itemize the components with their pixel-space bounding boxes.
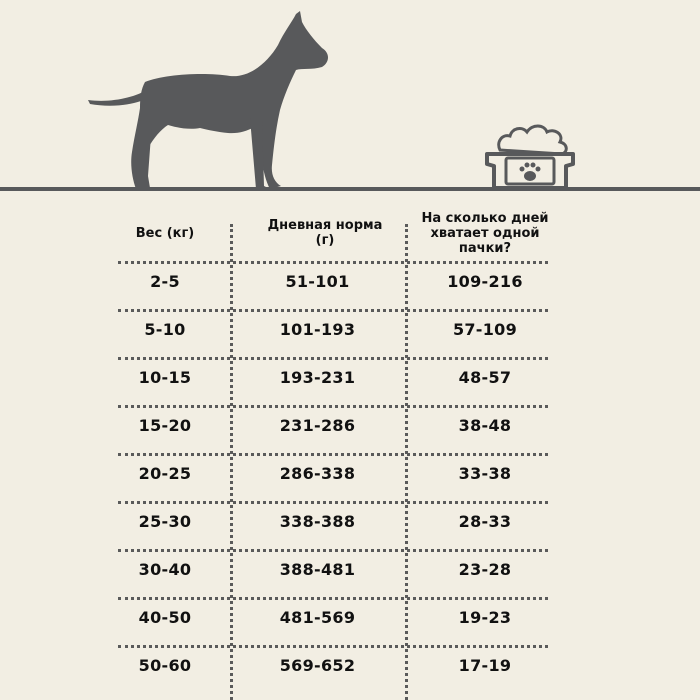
days-cell: 17-19: [458, 655, 512, 675]
daily-norm-cell: 481-569: [279, 607, 356, 627]
weight-cell: 20-25: [138, 463, 192, 483]
weight-cell: 10-15: [138, 367, 192, 387]
daily-norm-cell: 101-193: [279, 319, 356, 339]
table-row: [0, 261, 700, 301]
daily-norm-cell: 193-231: [279, 367, 356, 387]
days-cell: 48-57: [458, 367, 512, 387]
table-row: [0, 357, 700, 397]
dog-silhouette-icon: [88, 11, 328, 189]
weight-cell: 50-60: [138, 655, 192, 675]
illustration: [0, 0, 700, 200]
days-cell: 109-216: [447, 271, 523, 291]
table-row: [0, 309, 700, 349]
weight-cell: 25-30: [138, 511, 192, 531]
daily-norm-cell: 286-338: [279, 463, 356, 483]
weight-cell: 40-50: [138, 607, 192, 627]
table-row: [0, 549, 700, 589]
weight-cell: 15-20: [138, 415, 192, 435]
table-row: [0, 501, 700, 541]
table-row: [0, 405, 700, 445]
days-cell: 28-33: [458, 511, 512, 531]
table-row: [0, 645, 700, 685]
paw-icon: [520, 163, 541, 182]
ground-line: [0, 187, 700, 191]
illustration-svg: [0, 0, 700, 200]
days-cell: 19-23: [458, 607, 512, 627]
days-cell: 38-48: [458, 415, 512, 435]
header-daily-norm: Дневная норма (г): [267, 218, 383, 248]
feeding-table: [0, 200, 700, 700]
weight-cell: 2-5: [150, 271, 180, 291]
daily-norm-cell: 51-101: [285, 271, 350, 291]
weight-cell: 30-40: [138, 559, 192, 579]
daily-norm-cell: 569-652: [279, 655, 356, 675]
table-row: [0, 597, 700, 637]
table-row: [0, 453, 700, 493]
days-cell: 23-28: [458, 559, 512, 579]
days-cell: 57-109: [452, 319, 518, 339]
weight-cell: 5-10: [144, 319, 186, 339]
days-cell: 33-38: [458, 463, 512, 483]
daily-norm-cell: 231-286: [279, 415, 356, 435]
header-weight: Вес (кг): [135, 225, 195, 241]
daily-norm-cell: 338-388: [279, 511, 356, 531]
header-days-per-pack: На сколько дней хватает одной пачки?: [421, 210, 549, 256]
daily-norm-cell: 388-481: [279, 559, 356, 579]
